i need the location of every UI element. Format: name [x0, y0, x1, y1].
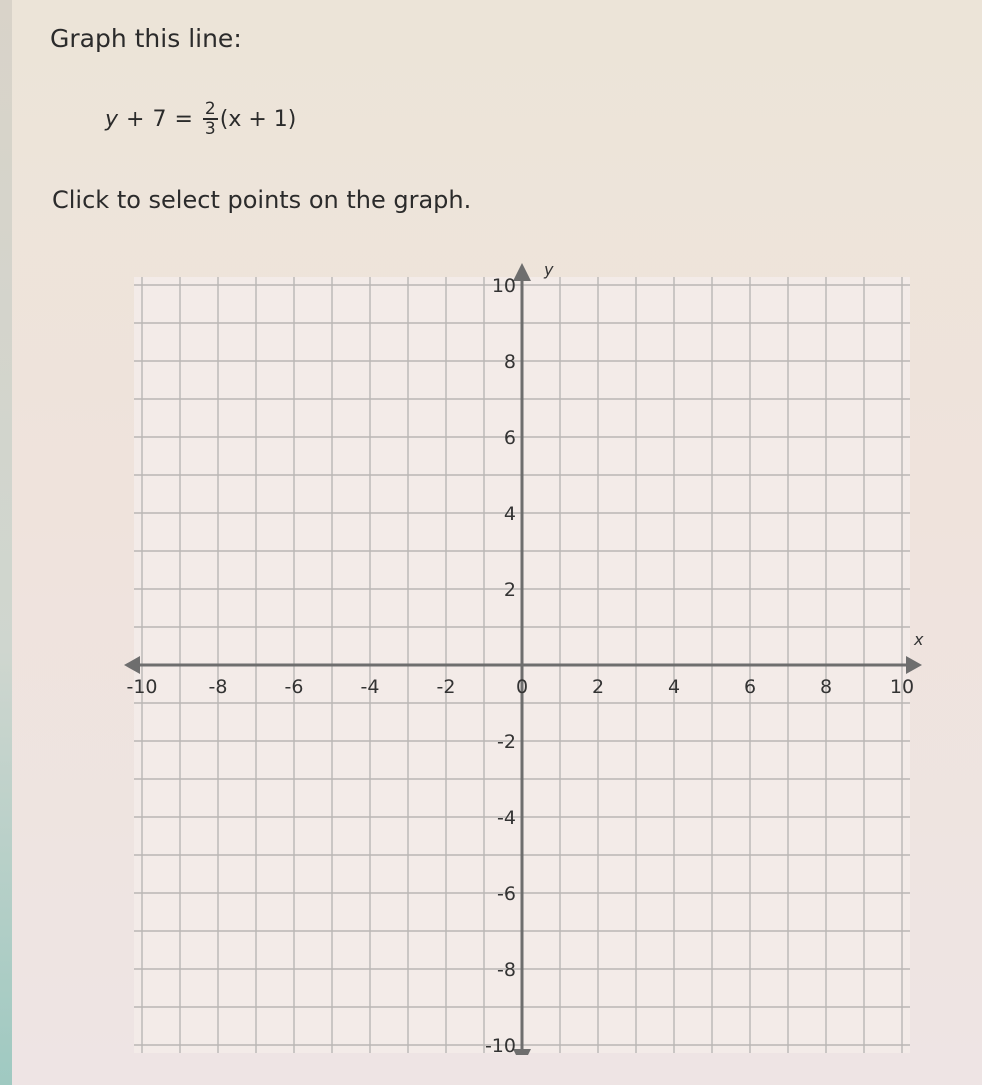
y-axis-label: y [544, 260, 554, 279]
y-tick-label: 8 [503, 351, 516, 373]
equation [105, 100, 296, 138]
coordinate-plane[interactable] [120, 255, 930, 1055]
fraction-denominator: 3 [204, 119, 216, 139]
x-tick-label: 0 [515, 676, 529, 698]
equation-rhs-expression: (x + 1) [219, 106, 297, 132]
x-tick-label: -10 [126, 676, 158, 698]
left-edge [0, 0, 12, 1085]
y-tick-label: -2 [497, 731, 516, 753]
x-axis-arrow-left [124, 656, 140, 674]
x-tick-label: 6 [743, 676, 757, 698]
equation-lhs-var: y [105, 106, 119, 132]
x-tick-label: 10 [889, 676, 915, 698]
instruction-text: Click to select points on the graph. [52, 186, 472, 214]
y-tick-label: -8 [497, 959, 516, 981]
x-tick-label: -6 [284, 676, 304, 698]
x-axis-arrow-right [906, 656, 922, 674]
y-tick-label: 4 [503, 503, 516, 525]
equation-equals: = [174, 106, 193, 132]
x-tick-label: -4 [360, 676, 380, 698]
graph-container [120, 255, 930, 1059]
x-tick-label: 2 [591, 676, 605, 698]
x-tick-label: -8 [208, 676, 228, 698]
y-tick-label: 2 [503, 579, 516, 601]
x-tick-label: 4 [667, 676, 681, 698]
x-tick-label: -2 [436, 676, 456, 698]
y-tick-label: -6 [497, 883, 516, 905]
y-tick-label: 6 [503, 427, 516, 449]
fraction-numerator: 2 [204, 99, 216, 119]
equation-lhs-const: 7 [152, 106, 167, 132]
problem-prompt: Graph this line: [50, 24, 242, 53]
y-tick-label: 10 [491, 275, 516, 297]
x-tick-label: 8 [819, 676, 833, 698]
y-tick-label: -4 [497, 807, 516, 829]
equation-lhs-op: + [126, 106, 145, 132]
x-axis-label: x [914, 630, 924, 649]
y-tick-label: -10 [484, 1035, 516, 1055]
equation-fraction [203, 100, 218, 138]
